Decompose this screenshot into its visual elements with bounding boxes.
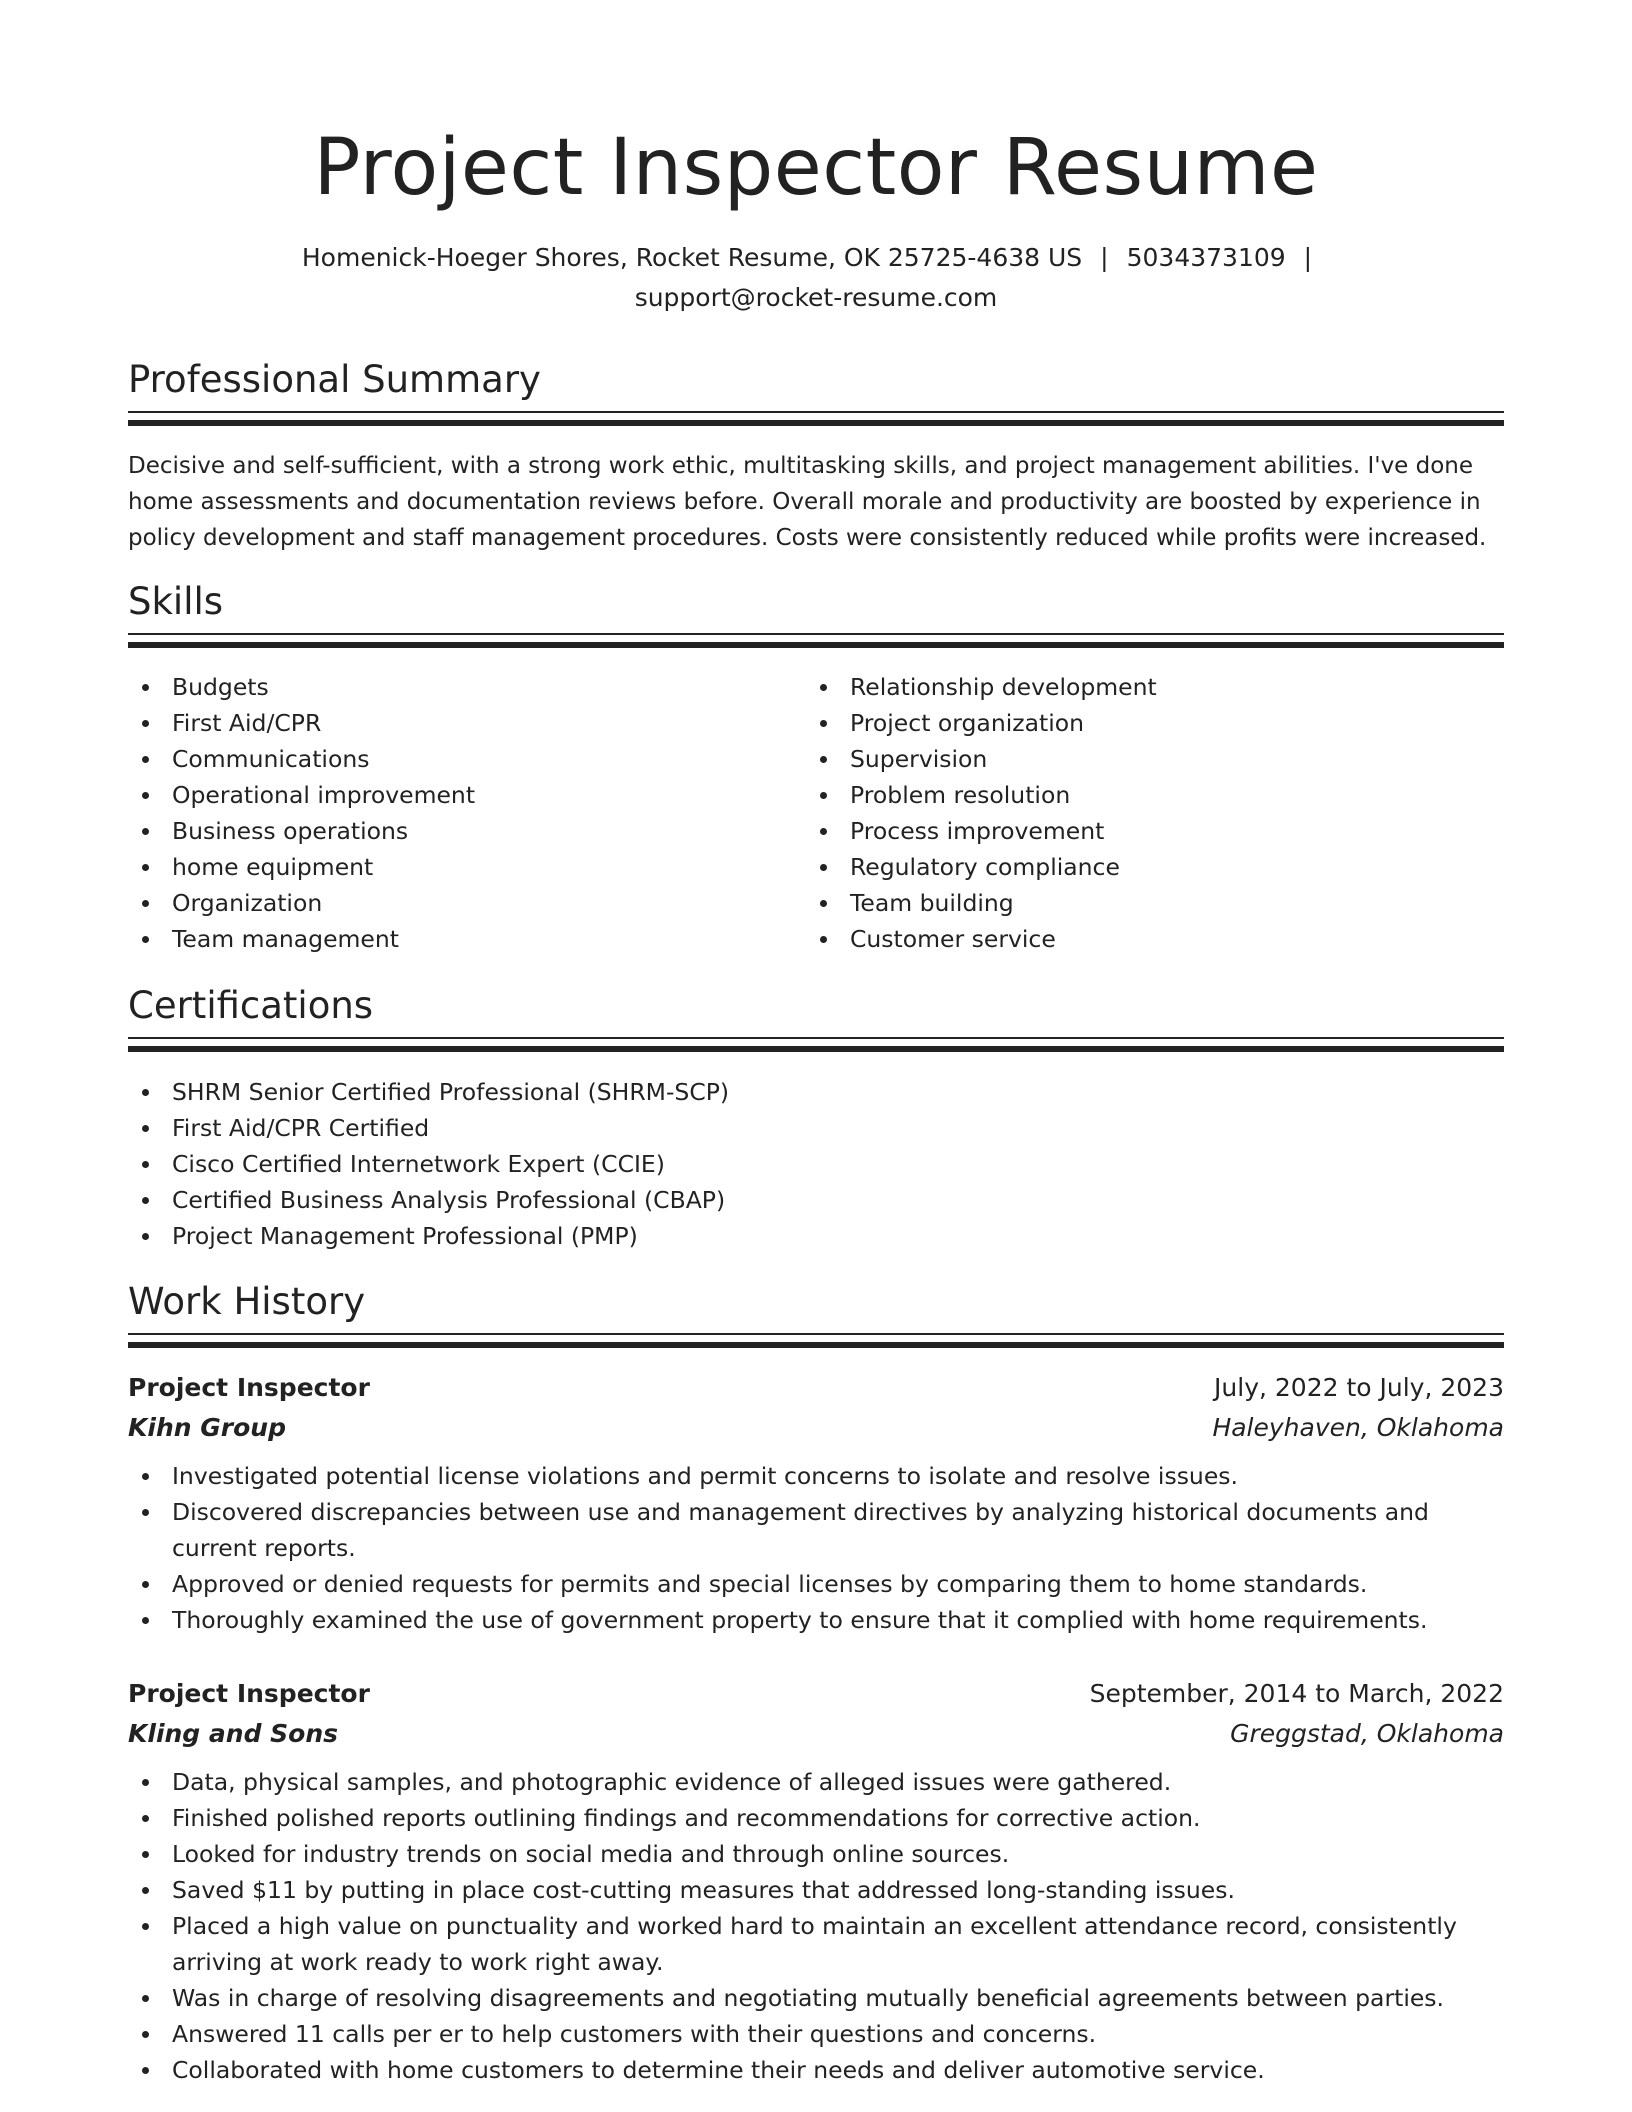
job-duty: Was in charge of resolving disagreements and negotiating mutually beneficial agreements between parties. [128,1980,1504,2016]
job-duties [128,1764,1504,2088]
job-duty: Finished polished reports outlining findings and recommendations for corrective action. [128,1800,1504,1836]
certification-item: SHRM Senior Certified Professional (SHRM-SCP) [128,1074,1504,1110]
summary-text: Decisive and self-sufficient, with a strong work ethic, multitasking skills, and project management abilities. I've done home assessments and documentation reviews before. Overall morale and productivity are boosted by experience in policy development and staff management procedures. Costs were consistently reduced while profits were increased. [128,453,1487,551]
job-subheader [128,1714,1504,1754]
job-duty: Looked for industry trends on social media and through online sources. [128,1836,1504,1872]
separator: | [1303,243,1313,272]
certification-item: Cisco Certified Internetwork Expert (CCIE) [128,1146,1504,1182]
job-title: Project Inspector [128,1679,370,1708]
email: support@rocket-resume.com [634,283,998,312]
job-duty: Saved $11 by putting in place cost-cutting measures that addressed long-standing issues. [128,1872,1504,1908]
separator: | [1100,243,1109,272]
phone: 5034373109 [1126,243,1286,272]
skill-item: Supervision [806,741,1466,777]
skill-item: Relationship development [806,669,1466,705]
job-duty: Answered 11 calls per er to help customers with their questions and concerns. [128,2016,1504,2052]
contact-info [128,238,1504,318]
job-duty: Collaborated with home customers to determine their needs and deliver automotive service. [128,2052,1504,2088]
skill-item: Customer service [806,921,1466,957]
job-header [128,1674,1504,1714]
job-location: Haleyhaven, Oklahoma [1212,1413,1504,1442]
work-history-heading: Work History [128,1280,366,1323]
job-duty: Placed a high value on punctuality and worked hard to maintain an excellent attendance record, consistently arriving at work ready to work right away. [128,1908,1504,1980]
section-divider [128,1037,1504,1053]
job-duty: Data, physical samples, and photographic evidence of alleged issues were gathered. [128,1764,1504,1800]
job-duty: Thoroughly examined the use of government property to ensure that it complied with home requirements. [128,1602,1504,1638]
certifications-heading: Certifications [128,984,374,1027]
job-location: Greggstad, Oklahoma [1230,1719,1504,1748]
job-company: Kling and Sons [128,1719,339,1748]
summary-heading: Professional Summary [128,358,541,401]
skill-item: Business operations [128,813,788,849]
certification-item: First Aid/CPR Certified [128,1110,1504,1146]
skill-item: Operational improvement [128,777,788,813]
section-divider [128,1333,1504,1349]
job-dates: September, 2014 to March, 2022 [1089,1679,1504,1708]
contact-line-1 [128,238,1504,278]
section-divider [128,411,1504,427]
job-duties [128,1458,1504,1638]
skill-item: Team management [128,921,788,957]
skill-item: Regulatory compliance [806,849,1466,885]
skill-item: Team building [806,885,1466,921]
job-duty: Investigated potential license violations and permit concerns to isolate and resolve issues. [128,1458,1504,1494]
skill-item: Project organization [806,705,1466,741]
contact-line-2 [128,278,1504,318]
section-divider [128,633,1504,649]
job-header [128,1368,1504,1408]
job-dates: July, 2022 to July, 2023 [1214,1373,1504,1402]
job-entry [128,1674,1504,2088]
skill-item: Communications [128,741,788,777]
resume-title: Project Inspector Resume [313,123,1319,213]
certification-item: Project Management Professional (PMP) [128,1218,1504,1254]
certifications-list [128,1074,1504,1254]
skill-item: Budgets [128,669,788,705]
certification-item: Certified Business Analysis Professional (CBAP) [128,1182,1504,1218]
job-entry [128,1368,1504,1638]
job-duty: Approved or denied requests for permits and special licenses by comparing them to home standards. [128,1566,1504,1602]
job-subheader [128,1408,1504,1448]
skill-item: Problem resolution [806,777,1466,813]
skill-item: home equipment [128,849,788,885]
skill-item: Process improvement [806,813,1466,849]
skills-heading: Skills [128,580,224,623]
job-title: Project Inspector [128,1373,370,1402]
job-company: Kihn Group [128,1413,286,1442]
job-duty: Discovered discrepancies between use and management directives by analyzing historical documents and current reports. [128,1494,1504,1566]
skills-list-right [806,669,1466,957]
skill-item: Organization [128,885,788,921]
skill-item: First Aid/CPR [128,705,788,741]
address: Homenick-Hoeger Shores, Rocket Resume, OK 25725-4638 US [301,243,1083,272]
skills-list-left [128,669,788,957]
